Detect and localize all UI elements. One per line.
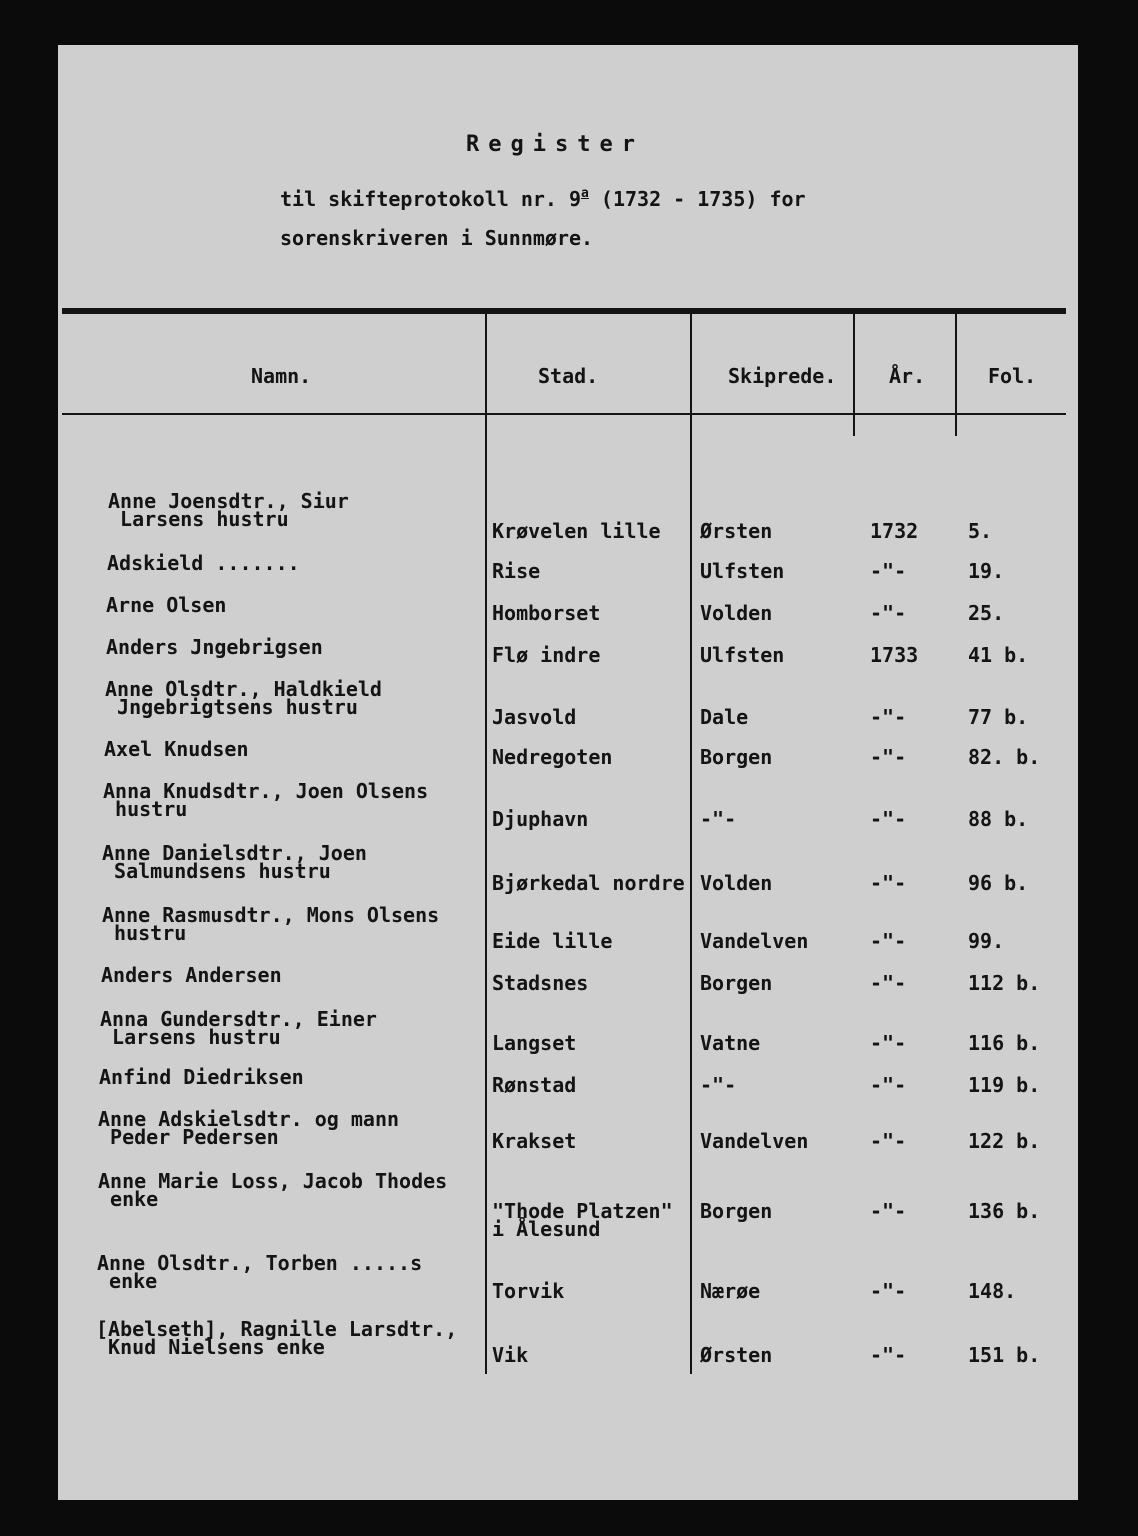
cell-stad: Torvik — [492, 1279, 565, 1303]
cell-namn: Anders Andersen — [101, 963, 282, 987]
cell-fol: 119 b. — [968, 1073, 1041, 1097]
cell-skiprede: Volden — [700, 601, 773, 625]
subtitle-suffix: (1732 - 1735) for — [588, 187, 806, 211]
subtitle-prefix: til skifteprotokoll nr. 9 — [280, 187, 582, 211]
cell-ar: -"- — [870, 1129, 907, 1153]
subtitle-superscript: a — [581, 186, 589, 201]
cell-stad: Djuphavn — [492, 807, 589, 831]
cell-namn: Anna Gundersdtr., Einer Larsens hustru — [100, 1007, 377, 1049]
cell-ar: -"- — [870, 745, 907, 769]
cell-namn: Axel Knudsen — [104, 737, 249, 761]
cell-skiprede: Borgen — [700, 1199, 773, 1223]
cell-stad: Langset — [492, 1031, 577, 1055]
table-top-rule — [62, 308, 1066, 314]
cell-ar: 1732 — [870, 519, 919, 543]
cell-namn: Adskield ....... — [107, 551, 300, 575]
cell-namn: Anne Olsdtr., Haldkield Jngebrigtsens hustru — [105, 677, 382, 719]
cell-ar: 1733 — [870, 643, 919, 667]
cell-fol: 77 b. — [968, 705, 1029, 729]
cell-stad: Rønstad — [492, 1073, 577, 1097]
cell-namn: Anders Jngebrigsen — [106, 635, 323, 659]
cell-fol: 41 b. — [968, 643, 1029, 667]
column-divider-3 — [853, 314, 855, 436]
cell-namn: Anne Rasmusdtr., Mons Olsens hustru — [102, 903, 440, 945]
cell-skiprede: Ørsten — [700, 1343, 773, 1367]
cell-skiprede: -"- — [700, 807, 737, 831]
cell-skiprede: Ulfsten — [700, 643, 785, 667]
header-skiprede: Skiprede. — [728, 364, 837, 388]
cell-stad: Krøvelen lille — [492, 519, 661, 543]
cell-fol: 99. — [968, 929, 1005, 953]
cell-ar: -"- — [870, 971, 907, 995]
cell-skiprede: Borgen — [700, 745, 773, 769]
cell-ar: -"- — [870, 929, 907, 953]
cell-skiprede: Dale — [700, 705, 749, 729]
subtitle-line-2: sorenskriveren i Sunnmøre. — [280, 226, 594, 250]
cell-skiprede: Ulfsten — [700, 559, 785, 583]
cell-skiprede: -"- — [700, 1073, 737, 1097]
cell-stad: Bjørkedal nordre — [492, 871, 685, 895]
cell-stad: Eide lille — [492, 929, 613, 953]
cell-fol: 5. — [968, 519, 993, 543]
cell-ar: -"- — [870, 871, 907, 895]
cell-ar: -"- — [870, 1031, 907, 1055]
cell-ar: -"- — [870, 1073, 907, 1097]
cell-fol: 19. — [968, 559, 1005, 583]
cell-skiprede: Borgen — [700, 971, 773, 995]
cell-ar: -"- — [870, 1279, 907, 1303]
cell-ar: -"- — [870, 1199, 907, 1223]
cell-stad: Jasvold — [492, 705, 577, 729]
page-title: Register — [466, 132, 644, 157]
cell-fol: 112 b. — [968, 971, 1041, 995]
header-ar: År. — [889, 364, 926, 388]
cell-ar: -"- — [870, 1343, 907, 1367]
cell-fol: 96 b. — [968, 871, 1029, 895]
table-header-rule — [62, 413, 1066, 415]
column-divider-2 — [690, 314, 692, 1374]
cell-stad: "Thode Platzen" i Ålesund — [492, 1199, 673, 1241]
cell-namn: [Abelseth], Ragnille Larsdtr., Knud Nielsens enke — [96, 1317, 458, 1359]
cell-skiprede: Vandelven — [700, 929, 809, 953]
cell-fol: 88 b. — [968, 807, 1029, 831]
cell-namn: Anne Danielsdtr., Joen Salmundsens hustru — [102, 841, 367, 883]
cell-namn: Anne Marie Loss, Jacob Thodes enke — [98, 1169, 448, 1211]
cell-skiprede: Vandelven — [700, 1129, 809, 1153]
cell-fol: 136 b. — [968, 1199, 1041, 1223]
cell-namn: Anne Olsdtr., Torben .....s enke — [97, 1251, 423, 1293]
cell-namn: Anna Knudsdtr., Joen Olsens hustru — [103, 779, 429, 821]
cell-stad: Stadsnes — [492, 971, 589, 995]
cell-ar: -"- — [870, 807, 907, 831]
cell-stad: Krakset — [492, 1129, 577, 1153]
cell-stad: Nedregoten — [492, 745, 613, 769]
cell-fol: 82. b. — [968, 745, 1041, 769]
cell-namn: Arne Olsen — [106, 593, 227, 617]
cell-namn: Anfind Diedriksen — [99, 1065, 304, 1089]
cell-namn: Anne Adskielsdtr. og mann Peder Pedersen — [98, 1107, 400, 1149]
cell-stad: Flø indre — [492, 643, 601, 667]
cell-fol: 25. — [968, 601, 1005, 625]
column-divider-1 — [485, 314, 487, 1374]
cell-stad: Homborset — [492, 601, 601, 625]
cell-fol: 116 b. — [968, 1031, 1041, 1055]
cell-namn: Anne Joensdtr., Siur Larsens hustru — [108, 489, 349, 531]
cell-stad: Rise — [492, 559, 541, 583]
cell-stad: Vik — [492, 1343, 529, 1367]
cell-skiprede: Ørsten — [700, 519, 773, 543]
header-namn: Namn. — [251, 364, 312, 388]
cell-skiprede: Volden — [700, 871, 773, 895]
cell-ar: -"- — [870, 705, 907, 729]
cell-fol: 148. — [968, 1279, 1017, 1303]
header-fol: Fol. — [988, 364, 1037, 388]
cell-skiprede: Vatne — [700, 1031, 761, 1055]
header-stad: Stad. — [538, 364, 599, 388]
cell-fol: 122 b. — [968, 1129, 1041, 1153]
cell-ar: -"- — [870, 559, 907, 583]
cell-ar: -"- — [870, 601, 907, 625]
subtitle-line-1 — [280, 186, 806, 211]
cell-fol: 151 b. — [968, 1343, 1041, 1367]
column-divider-4 — [955, 314, 957, 436]
cell-skiprede: Nærøe — [700, 1279, 761, 1303]
